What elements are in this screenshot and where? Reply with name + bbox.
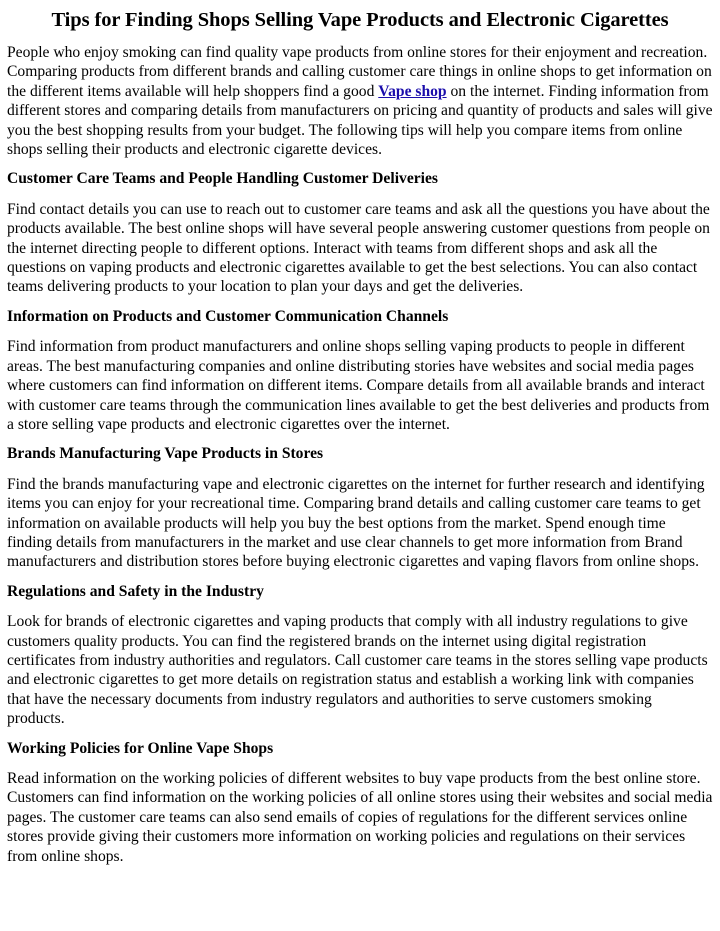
section-body-working-policies: Read information on the working policies of different websites to buy vape products from the best online store. Customers can find information on the working policies of all online stores using their websites and social media pages. The customer care teams can also send emails of copies of regulations for the different services online stores provide giving their customers more information on working policies and regulations on their services from online shops. bbox=[7, 770, 713, 865]
intro-text-before-link: People who enjoy smoking can find quality vape products from online stores for their enjoyment and recreation. Comparing products from different brands and calling customer care things in online shops to get information on the different items available will help shoppers find a good bbox=[7, 44, 712, 100]
section-heading-product-information: Information on Products and Customer Communication Channels bbox=[7, 307, 449, 325]
intro-text-after-link: on the internet. Finding information from different stores and comparing details from manufacturers on pricing and quantity of products and sales will give you the best shopping results from your budget. The following tips will help you compare items from online shops selling their products and electronic cigarette devices. bbox=[7, 82, 713, 159]
section-heading-brands: Brands Manufacturing Vape Products in Stores bbox=[7, 445, 324, 463]
section-body-regulations: Look for brands of electronic cigarettes and vaping products that comply with all industry regulations to give customers quality products. You can find the registered brands on the internet using digital registration certificates from industry authorities and regulators. Call customer care teams in the stores selling vape products and electronic cigarettes to get more details on registration status and establish a working link with companies that have the necessary documents from industry regulators and authorities to serve customers smoking products. bbox=[7, 613, 708, 728]
section-heading-working-policies: Working Policies for Online Vape Shops bbox=[7, 739, 274, 757]
section-heading-regulations: Regulations and Safety in the Industry bbox=[7, 582, 264, 600]
section-body-brands: Find the brands manufacturing vape and electronic cigarettes on the internet for further research and identifying items you can enjoy for your recreational time. Comparing brand details and calling customer care teams to get information on available products will help you buy the best options from the market. Spend enough time finding details from manufacturers in the market and use clear channels to get more information from Brand manufacturers and distribution stores before buying electronic cigarettes and vaping flavors from online shops. bbox=[7, 475, 705, 571]
intro-paragraph bbox=[7, 43, 713, 159]
vape-shop-link[interactable]: Vape shop bbox=[378, 82, 447, 100]
section-heading-customer-care: Customer Care Teams and People Handling Customer Deliveries bbox=[7, 170, 438, 188]
section-body-customer-care: Find contact details you can use to reach out to customer care teams and ask all the questions you have about the products available. The best online shops will have several people answering customer questions from people on the internet directing people to different options. Interact with teams from different shops and ask all the questions on vaping products and electronic cigarettes available to get the best selections. You can also contact teams delivering products to your location to plan your days and get the deliveries. bbox=[7, 200, 710, 296]
page-title: Tips for Finding Shops Selling Vape Products and Electronic Cigarettes bbox=[51, 9, 669, 31]
section-body-product-information: Find information from product manufacturers and online shops selling vaping products to people in different areas. The best manufacturing companies and online distributing stories have websites and social media pages where customers can find information on different items. Compare details from all available brands and interact with customer care teams through the communication lines available to get the best deliveries and products from a store selling vape products and electronic cigarettes over the internet. bbox=[7, 338, 710, 433]
